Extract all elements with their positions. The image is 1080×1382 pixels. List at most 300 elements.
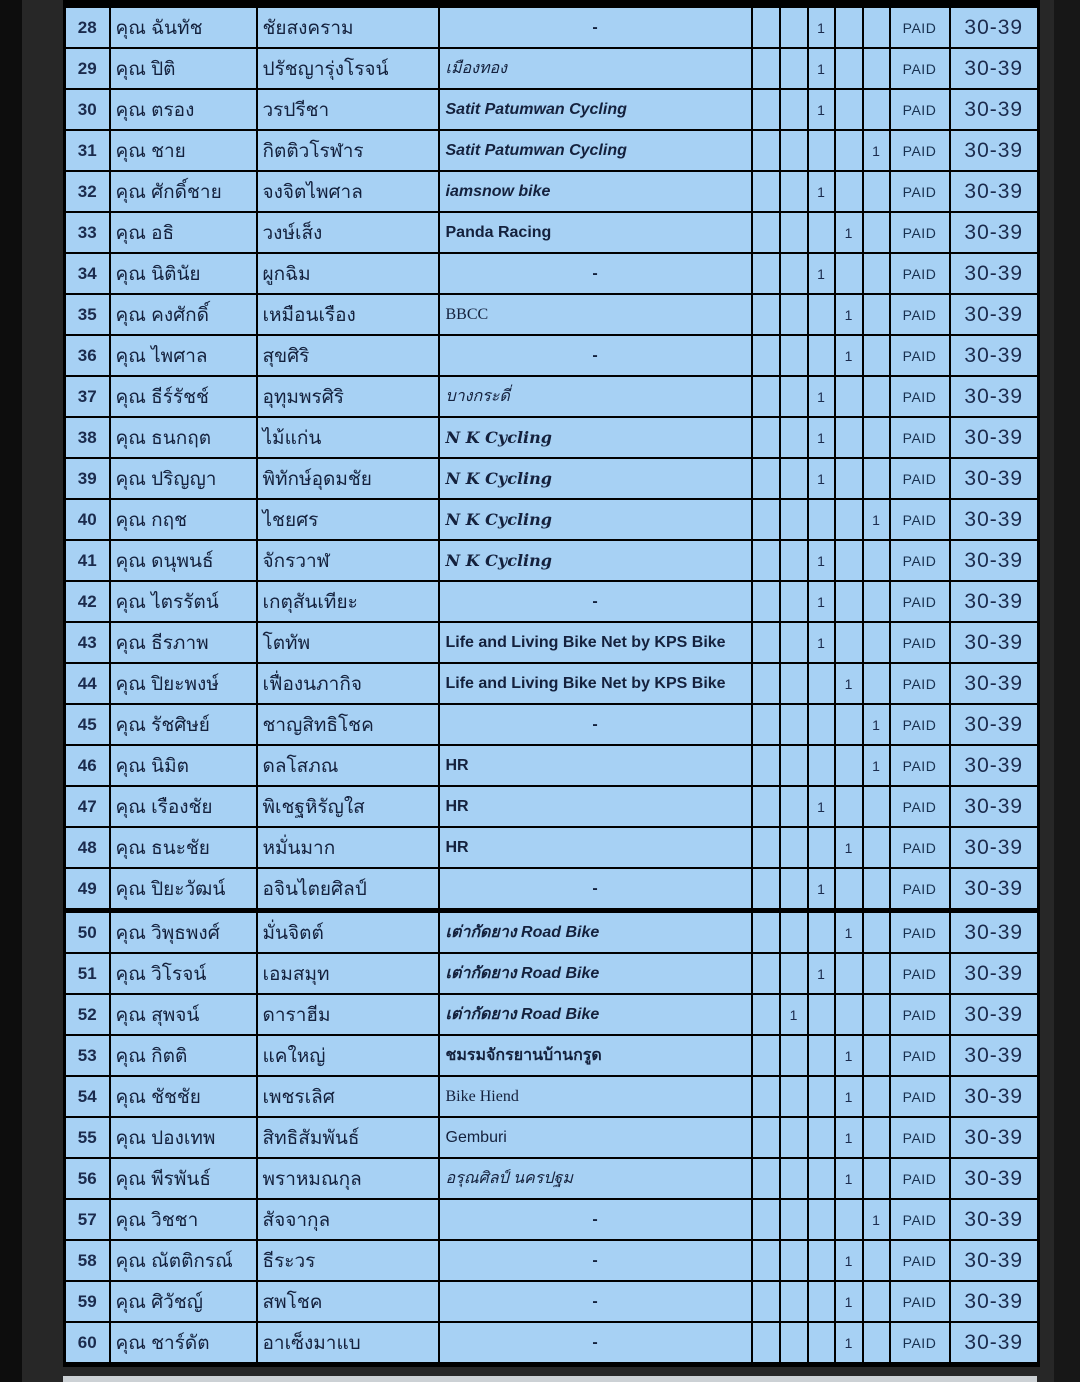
row-number: 28 <box>65 4 110 48</box>
check-cell-4: 1 <box>835 1117 863 1158</box>
payment-status-cell: PAID <box>890 1076 950 1117</box>
payment-status-cell: PAID <box>890 994 950 1035</box>
check-cell-4: 1 <box>835 1240 863 1281</box>
team-cell: - <box>439 1322 752 1365</box>
first-name-cell: คุณ ปองเทพ <box>110 1117 257 1158</box>
check-cell-2 <box>780 458 808 499</box>
check-cell-1 <box>752 48 780 89</box>
check-cell-2 <box>780 376 808 417</box>
payment-status-cell: PAID <box>890 294 950 335</box>
age-group-cell: 30-39 <box>950 581 1039 622</box>
first-name-cell: คุณ ปริญญา <box>110 458 257 499</box>
first-name-cell: คุณ ธนะชัย <box>110 827 257 868</box>
check-cell-2 <box>780 48 808 89</box>
last-name-cell: เอมสมุท <box>257 953 439 994</box>
table-row <box>65 1240 1039 1281</box>
check-cell-4 <box>835 704 863 745</box>
check-cell-5 <box>863 868 890 911</box>
check-cell-3 <box>808 911 835 954</box>
row-number: 34 <box>65 253 110 294</box>
table-row <box>65 953 1039 994</box>
check-cell-4: 1 <box>835 212 863 253</box>
payment-status-cell: PAID <box>890 953 950 994</box>
check-cell-2 <box>780 868 808 911</box>
age-group-cell: 30-39 <box>950 868 1039 911</box>
check-cell-5 <box>863 1281 890 1322</box>
age-group-cell: 30-39 <box>950 1076 1039 1117</box>
check-cell-3 <box>808 1035 835 1076</box>
table-row <box>65 786 1039 827</box>
team-cell: N K Cycling <box>439 458 752 499</box>
check-cell-3: 1 <box>808 786 835 827</box>
check-cell-1 <box>752 376 780 417</box>
check-cell-3: 1 <box>808 868 835 911</box>
check-cell-5 <box>863 1322 890 1365</box>
row-number: 43 <box>65 622 110 663</box>
check-cell-4 <box>835 458 863 499</box>
check-cell-5 <box>863 827 890 868</box>
table-row <box>65 376 1039 417</box>
check-cell-3 <box>808 1117 835 1158</box>
table-row <box>65 212 1039 253</box>
check-cell-5 <box>863 212 890 253</box>
age-group-cell: 30-39 <box>950 994 1039 1035</box>
check-cell-2 <box>780 253 808 294</box>
payment-status-cell: PAID <box>890 745 950 786</box>
last-name-cell: สัจจากุล <box>257 1199 439 1240</box>
last-name-cell: ดาราฮีม <box>257 994 439 1035</box>
check-cell-4 <box>835 89 863 130</box>
last-name-cell: พราหมณกุล <box>257 1158 439 1199</box>
row-number: 50 <box>65 911 110 954</box>
check-cell-3 <box>808 1281 835 1322</box>
team-cell: Panda Racing <box>439 212 752 253</box>
check-cell-3: 1 <box>808 171 835 212</box>
check-cell-1 <box>752 171 780 212</box>
row-number: 45 <box>65 704 110 745</box>
check-cell-1 <box>752 994 780 1035</box>
check-cell-2 <box>780 745 808 786</box>
row-number: 30 <box>65 89 110 130</box>
first-name-cell: คุณ คงศักดิ์ <box>110 294 257 335</box>
check-cell-1 <box>752 4 780 48</box>
team-cell: N K Cycling <box>439 540 752 581</box>
check-cell-5 <box>863 458 890 499</box>
first-name-cell: คุณ วิพุธพงศ์ <box>110 911 257 954</box>
last-name-cell: กิตติวโรฬาร <box>257 130 439 171</box>
check-cell-5 <box>863 1035 890 1076</box>
check-cell-2 <box>780 1035 808 1076</box>
check-cell-1 <box>752 89 780 130</box>
check-cell-3: 1 <box>808 417 835 458</box>
check-cell-1 <box>752 417 780 458</box>
check-cell-3: 1 <box>808 376 835 417</box>
age-group-cell: 30-39 <box>950 89 1039 130</box>
check-cell-3 <box>808 294 835 335</box>
check-cell-3 <box>808 499 835 540</box>
age-group-cell: 30-39 <box>950 294 1039 335</box>
table-body <box>65 4 1039 1365</box>
payment-status-cell: PAID <box>890 171 950 212</box>
check-cell-4 <box>835 48 863 89</box>
first-name-cell: คุณ กฤช <box>110 499 257 540</box>
row-number: 53 <box>65 1035 110 1076</box>
check-cell-3 <box>808 704 835 745</box>
team-cell: - <box>439 335 752 376</box>
last-name-cell: ไม้แก่น <box>257 417 439 458</box>
check-cell-3 <box>808 1322 835 1365</box>
check-cell-2 <box>780 622 808 663</box>
first-name-cell: คุณ ณัตติกรณ์ <box>110 1240 257 1281</box>
check-cell-4 <box>835 622 863 663</box>
check-cell-2 <box>780 1199 808 1240</box>
check-cell-4: 1 <box>835 294 863 335</box>
table-row <box>65 1281 1039 1322</box>
check-cell-2: 1 <box>780 994 808 1035</box>
age-group-cell: 30-39 <box>950 911 1039 954</box>
check-cell-2 <box>780 1281 808 1322</box>
page-bottom-strip <box>63 1376 1037 1382</box>
age-group-cell: 30-39 <box>950 827 1039 868</box>
team-cell: Life and Living Bike Net by KPS Bike <box>439 663 752 704</box>
first-name-cell: คุณ สุพจน์ <box>110 994 257 1035</box>
payment-status-cell: PAID <box>890 130 950 171</box>
payment-status-cell: PAID <box>890 499 950 540</box>
check-cell-1 <box>752 622 780 663</box>
check-cell-4 <box>835 540 863 581</box>
check-cell-5 <box>863 294 890 335</box>
check-cell-2 <box>780 335 808 376</box>
table-row <box>65 417 1039 458</box>
team-cell: Life and Living Bike Net by KPS Bike <box>439 622 752 663</box>
team-cell: Gemburi <box>439 1117 752 1158</box>
first-name-cell: คุณ พีรพันธ์ <box>110 1158 257 1199</box>
team-cell: - <box>439 581 752 622</box>
check-cell-5: 1 <box>863 130 890 171</box>
row-number: 51 <box>65 953 110 994</box>
check-cell-5 <box>863 911 890 954</box>
check-cell-4 <box>835 4 863 48</box>
age-group-cell: 30-39 <box>950 4 1039 48</box>
check-cell-5 <box>863 1076 890 1117</box>
check-cell-4 <box>835 1199 863 1240</box>
check-cell-4 <box>835 376 863 417</box>
check-cell-1 <box>752 1035 780 1076</box>
check-cell-3 <box>808 994 835 1035</box>
check-cell-4 <box>835 499 863 540</box>
last-name-cell: อุทุมพรศิริ <box>257 376 439 417</box>
payment-status-cell: PAID <box>890 1158 950 1199</box>
team-cell: บางกระดี่ <box>439 376 752 417</box>
first-name-cell: คุณ นิตินัย <box>110 253 257 294</box>
last-name-cell: โตทัพ <box>257 622 439 663</box>
last-name-cell: ปรัชญารุ่งโรจน์ <box>257 48 439 89</box>
last-name-cell: อาเซ็งมาแบ <box>257 1322 439 1365</box>
last-name-cell: หมั่นมาก <box>257 827 439 868</box>
check-cell-5 <box>863 1158 890 1199</box>
table-row <box>65 663 1039 704</box>
check-cell-5 <box>863 953 890 994</box>
payment-status-cell: PAID <box>890 458 950 499</box>
age-group-cell: 30-39 <box>950 253 1039 294</box>
age-group-cell: 30-39 <box>950 1322 1039 1365</box>
check-cell-3 <box>808 1199 835 1240</box>
check-cell-4: 1 <box>835 911 863 954</box>
last-name-cell: ธีระวร <box>257 1240 439 1281</box>
check-cell-4 <box>835 581 863 622</box>
age-group-cell: 30-39 <box>950 335 1039 376</box>
check-cell-3 <box>808 1158 835 1199</box>
last-name-cell: จักรวาฬ <box>257 540 439 581</box>
table-row <box>65 1322 1039 1365</box>
table-row <box>65 994 1039 1035</box>
check-cell-5: 1 <box>863 704 890 745</box>
check-cell-3 <box>808 130 835 171</box>
last-name-cell: เกตุสันเทียะ <box>257 581 439 622</box>
first-name-cell: คุณ ปิยะพงษ์ <box>110 663 257 704</box>
payment-status-cell: PAID <box>890 911 950 954</box>
payment-status-cell: PAID <box>890 1199 950 1240</box>
check-cell-2 <box>780 704 808 745</box>
check-cell-2 <box>780 911 808 954</box>
check-cell-1 <box>752 827 780 868</box>
check-cell-5 <box>863 4 890 48</box>
check-cell-1 <box>752 745 780 786</box>
table-row <box>65 294 1039 335</box>
check-cell-3: 1 <box>808 622 835 663</box>
table-row <box>65 911 1039 954</box>
last-name-cell: แคใหญ่ <box>257 1035 439 1076</box>
first-name-cell: คุณ รัชศิษย์ <box>110 704 257 745</box>
row-number: 46 <box>65 745 110 786</box>
check-cell-1 <box>752 704 780 745</box>
first-name-cell: คุณ ชาย <box>110 130 257 171</box>
check-cell-4 <box>835 130 863 171</box>
table-row <box>65 89 1039 130</box>
check-cell-1 <box>752 212 780 253</box>
first-name-cell: คุณ ธีรภาพ <box>110 622 257 663</box>
table-row <box>65 171 1039 212</box>
last-name-cell: วงษ์เส็ง <box>257 212 439 253</box>
row-number: 36 <box>65 335 110 376</box>
team-cell: - <box>439 868 752 911</box>
last-name-cell: เฟื่องนภากิจ <box>257 663 439 704</box>
payment-status-cell: PAID <box>890 417 950 458</box>
row-number: 52 <box>65 994 110 1035</box>
age-group-cell: 30-39 <box>950 1158 1039 1199</box>
check-cell-5 <box>863 48 890 89</box>
check-cell-1 <box>752 786 780 827</box>
check-cell-5 <box>863 1240 890 1281</box>
check-cell-5: 1 <box>863 1199 890 1240</box>
check-cell-1 <box>752 335 780 376</box>
table-row <box>65 130 1039 171</box>
check-cell-5 <box>863 335 890 376</box>
payment-status-cell: PAID <box>890 827 950 868</box>
last-name-cell: ชัยสงคราม <box>257 4 439 48</box>
check-cell-1 <box>752 663 780 704</box>
row-number: 39 <box>65 458 110 499</box>
check-cell-1 <box>752 1199 780 1240</box>
last-name-cell: เพชรเลิศ <box>257 1076 439 1117</box>
team-cell: HR <box>439 786 752 827</box>
table-row <box>65 499 1039 540</box>
check-cell-1 <box>752 1240 780 1281</box>
age-group-cell: 30-39 <box>950 1199 1039 1240</box>
check-cell-2 <box>780 1240 808 1281</box>
payment-status-cell: PAID <box>890 1322 950 1365</box>
last-name-cell: อจินไตยศิลป์ <box>257 868 439 911</box>
row-number: 41 <box>65 540 110 581</box>
row-number: 58 <box>65 1240 110 1281</box>
row-number: 38 <box>65 417 110 458</box>
first-name-cell: คุณ ไพศาล <box>110 335 257 376</box>
registration-table <box>63 0 1040 1367</box>
team-cell: ชมรมจักรยานบ้านกรูด <box>439 1035 752 1076</box>
check-cell-4 <box>835 745 863 786</box>
age-group-cell: 30-39 <box>950 499 1039 540</box>
table-row <box>65 622 1039 663</box>
payment-status-cell: PAID <box>890 868 950 911</box>
row-number: 29 <box>65 48 110 89</box>
team-cell: Satit Patumwan Cycling <box>439 130 752 171</box>
check-cell-5 <box>863 994 890 1035</box>
check-cell-1 <box>752 540 780 581</box>
check-cell-1 <box>752 1281 780 1322</box>
age-group-cell: 30-39 <box>950 171 1039 212</box>
check-cell-1 <box>752 581 780 622</box>
check-cell-4 <box>835 417 863 458</box>
last-name-cell: พิทักษ์อุดมชัย <box>257 458 439 499</box>
table-row <box>65 1076 1039 1117</box>
check-cell-2 <box>780 786 808 827</box>
check-cell-1 <box>752 130 780 171</box>
table-row <box>65 581 1039 622</box>
check-cell-2 <box>780 130 808 171</box>
table-row <box>65 1199 1039 1240</box>
table-row <box>65 1117 1039 1158</box>
team-cell: - <box>439 1240 752 1281</box>
age-group-cell: 30-39 <box>950 1281 1039 1322</box>
row-number: 33 <box>65 212 110 253</box>
team-cell: - <box>439 253 752 294</box>
check-cell-4 <box>835 786 863 827</box>
check-cell-1 <box>752 499 780 540</box>
first-name-cell: คุณ เรืองชัย <box>110 786 257 827</box>
check-cell-3: 1 <box>808 540 835 581</box>
check-cell-1 <box>752 1158 780 1199</box>
check-cell-1 <box>752 1322 780 1365</box>
payment-status-cell: PAID <box>890 376 950 417</box>
check-cell-5 <box>863 622 890 663</box>
age-group-cell: 30-39 <box>950 212 1039 253</box>
team-cell: - <box>439 1281 752 1322</box>
table-row <box>65 458 1039 499</box>
last-name-cell: วรปรีชา <box>257 89 439 130</box>
check-cell-5 <box>863 89 890 130</box>
check-cell-2 <box>780 540 808 581</box>
first-name-cell: คุณ ปิติ <box>110 48 257 89</box>
first-name-cell: คุณ ชาร์ดัต <box>110 1322 257 1365</box>
check-cell-5 <box>863 1117 890 1158</box>
row-number: 60 <box>65 1322 110 1365</box>
check-cell-1 <box>752 294 780 335</box>
team-cell: BBCC <box>439 294 752 335</box>
first-name-cell: คุณ วิโรจน์ <box>110 953 257 994</box>
age-group-cell: 30-39 <box>950 786 1039 827</box>
first-name-cell: คุณ ชัชชัย <box>110 1076 257 1117</box>
payment-status-cell: PAID <box>890 663 950 704</box>
left-margin <box>0 0 22 1382</box>
check-cell-3 <box>808 745 835 786</box>
row-number: 55 <box>65 1117 110 1158</box>
check-cell-4 <box>835 171 863 212</box>
check-cell-1 <box>752 253 780 294</box>
check-cell-3: 1 <box>808 89 835 130</box>
row-number: 56 <box>65 1158 110 1199</box>
check-cell-3: 1 <box>808 4 835 48</box>
row-number: 59 <box>65 1281 110 1322</box>
check-cell-2 <box>780 581 808 622</box>
first-name-cell: คุณ อธิ <box>110 212 257 253</box>
check-cell-5 <box>863 786 890 827</box>
first-name-cell: คุณ ตรอง <box>110 89 257 130</box>
table-row <box>65 4 1039 48</box>
table-row <box>65 1035 1039 1076</box>
first-name-cell: คุณ ศิวัชญ์ <box>110 1281 257 1322</box>
check-cell-5 <box>863 171 890 212</box>
check-cell-2 <box>780 89 808 130</box>
row-number: 32 <box>65 171 110 212</box>
team-cell: N K Cycling <box>439 417 752 458</box>
check-cell-3 <box>808 212 835 253</box>
last-name-cell: ไชยศร <box>257 499 439 540</box>
age-group-cell: 30-39 <box>950 48 1039 89</box>
payment-status-cell: PAID <box>890 540 950 581</box>
team-cell: - <box>439 704 752 745</box>
payment-status-cell: PAID <box>890 1240 950 1281</box>
age-group-cell: 30-39 <box>950 130 1039 171</box>
check-cell-5: 1 <box>863 745 890 786</box>
check-cell-2 <box>780 499 808 540</box>
age-group-cell: 30-39 <box>950 540 1039 581</box>
check-cell-5 <box>863 417 890 458</box>
check-cell-1 <box>752 1117 780 1158</box>
last-name-cell: พิเชฐหิรัญใส <box>257 786 439 827</box>
team-cell: Bike Hiend <box>439 1076 752 1117</box>
check-cell-2 <box>780 1117 808 1158</box>
first-name-cell: คุณ ศักดิ์ชาย <box>110 171 257 212</box>
age-group-cell: 30-39 <box>950 745 1039 786</box>
row-number: 47 <box>65 786 110 827</box>
last-name-cell: สุขศิริ <box>257 335 439 376</box>
check-cell-2 <box>780 212 808 253</box>
check-cell-4 <box>835 953 863 994</box>
payment-status-cell: PAID <box>890 581 950 622</box>
age-group-cell: 30-39 <box>950 1117 1039 1158</box>
first-name-cell: คุณ กิตติ <box>110 1035 257 1076</box>
age-group-cell: 30-39 <box>950 458 1039 499</box>
check-cell-2 <box>780 663 808 704</box>
last-name-cell: ดลโสภณ <box>257 745 439 786</box>
check-cell-2 <box>780 294 808 335</box>
first-name-cell: คุณ นิมิต <box>110 745 257 786</box>
table-row <box>65 1158 1039 1199</box>
check-cell-2 <box>780 1158 808 1199</box>
check-cell-4 <box>835 253 863 294</box>
first-name-cell: คุณ วิชชา <box>110 1199 257 1240</box>
right-margin <box>1054 0 1080 1382</box>
